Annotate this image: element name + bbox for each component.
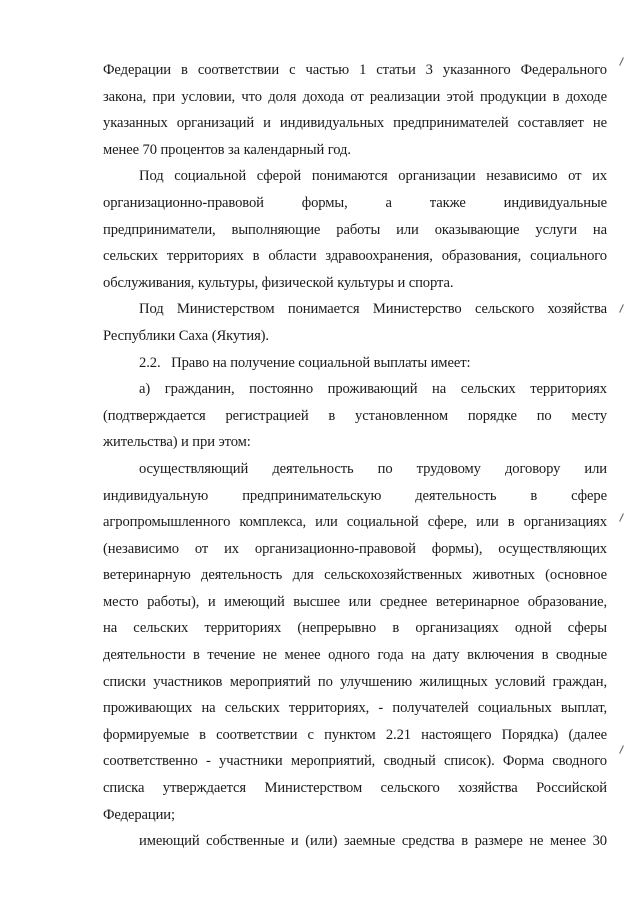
text-line: Федерации в соответствии с частью 1 статьи 3 указанного Федерального bbox=[103, 62, 607, 78]
section-heading: 2.2. Право на получение социальной выплаты имеет: bbox=[139, 354, 471, 371]
paragraph-3 bbox=[103, 296, 607, 349]
text-line: Республики Саха (Якутия). bbox=[103, 327, 269, 344]
text-line: Федерации; bbox=[103, 806, 175, 823]
paragraph-6 bbox=[103, 456, 607, 828]
text-line: (независимо от их организационно-правовой формы), осуществляющих bbox=[103, 540, 607, 557]
text-line: сельских территориях в области здравоохранения, образования, социального bbox=[103, 248, 607, 265]
text-line: Под социальной сферой понимаются организации независимо от их bbox=[139, 168, 607, 185]
text-line: предприниматели, выполняющие работы или оказывающие услуги на bbox=[103, 221, 607, 238]
text-line: имеющий собственные и (или) заемные средства в размере не менее 30 bbox=[139, 833, 607, 850]
text-line: указанных организаций и индивидуальных предпринимателей составляет не bbox=[103, 115, 607, 132]
text-line: Под Министерством понимается Министерство сельского хозяйства bbox=[139, 301, 607, 318]
text-line: списки участников мероприятий по улучшению жилищных условий граждан, bbox=[103, 673, 607, 690]
margin-mark bbox=[620, 304, 627, 313]
text-line: соответственно - участники мероприятий, сводный список). Форма сводного bbox=[103, 753, 607, 770]
text-line: проживающих на сельских территориях, - получателей социальных выплат, bbox=[103, 700, 607, 717]
text-line: списка утверждается Министерством сельского хозяйства Российской bbox=[103, 780, 607, 797]
text-line: индивидуальную предпринимательскую деятельность в сфере bbox=[103, 487, 607, 504]
paragraph-1 bbox=[103, 57, 607, 163]
text-line: деятельности в течение не менее одного года на дату включения в сводные bbox=[103, 647, 607, 664]
paragraph-4 bbox=[103, 350, 607, 377]
text-line: на сельских территориях (непрерывно в организациях одной сферы bbox=[103, 620, 607, 637]
text-line: а) гражданин, постоянно проживающий на сельских территориях bbox=[139, 381, 607, 398]
text-line: осуществляющий деятельность по трудовому договору или bbox=[139, 460, 607, 477]
text-line: агропромышленного комплекса, или социальной сфере, или в организациях bbox=[103, 514, 607, 531]
text-line: ветеринарную деятельность для сельскохозяйственных животных (основное bbox=[103, 567, 607, 584]
paragraph-7 bbox=[103, 828, 607, 855]
text-line: формируемые в соответствии с пунктом 2.21 настоящего Порядка) (далее bbox=[103, 726, 607, 743]
paragraph-2 bbox=[103, 163, 607, 296]
text-line: жительства) и при этом: bbox=[103, 434, 251, 451]
text-line: место работы), и имеющий высшее или среднее ветеринарное образование, bbox=[103, 593, 607, 610]
margin-mark bbox=[620, 513, 627, 522]
margin-mark bbox=[620, 57, 627, 66]
text-line: обслуживания, культуры, физической культуры и спорта. bbox=[103, 274, 454, 291]
document-body bbox=[103, 57, 607, 855]
text-line: (подтверждается регистрацией в установленном порядке по месту bbox=[103, 407, 607, 424]
text-line: менее 70 процентов за календарный год. bbox=[103, 141, 351, 158]
text-line: закона, при условии, что доля дохода от реализации этой продукции в доходе bbox=[103, 88, 607, 105]
margin-mark bbox=[620, 745, 627, 754]
paragraph-5 bbox=[103, 376, 607, 456]
text-line: организационно-правовой формы, а также индивидуальные bbox=[103, 194, 607, 211]
